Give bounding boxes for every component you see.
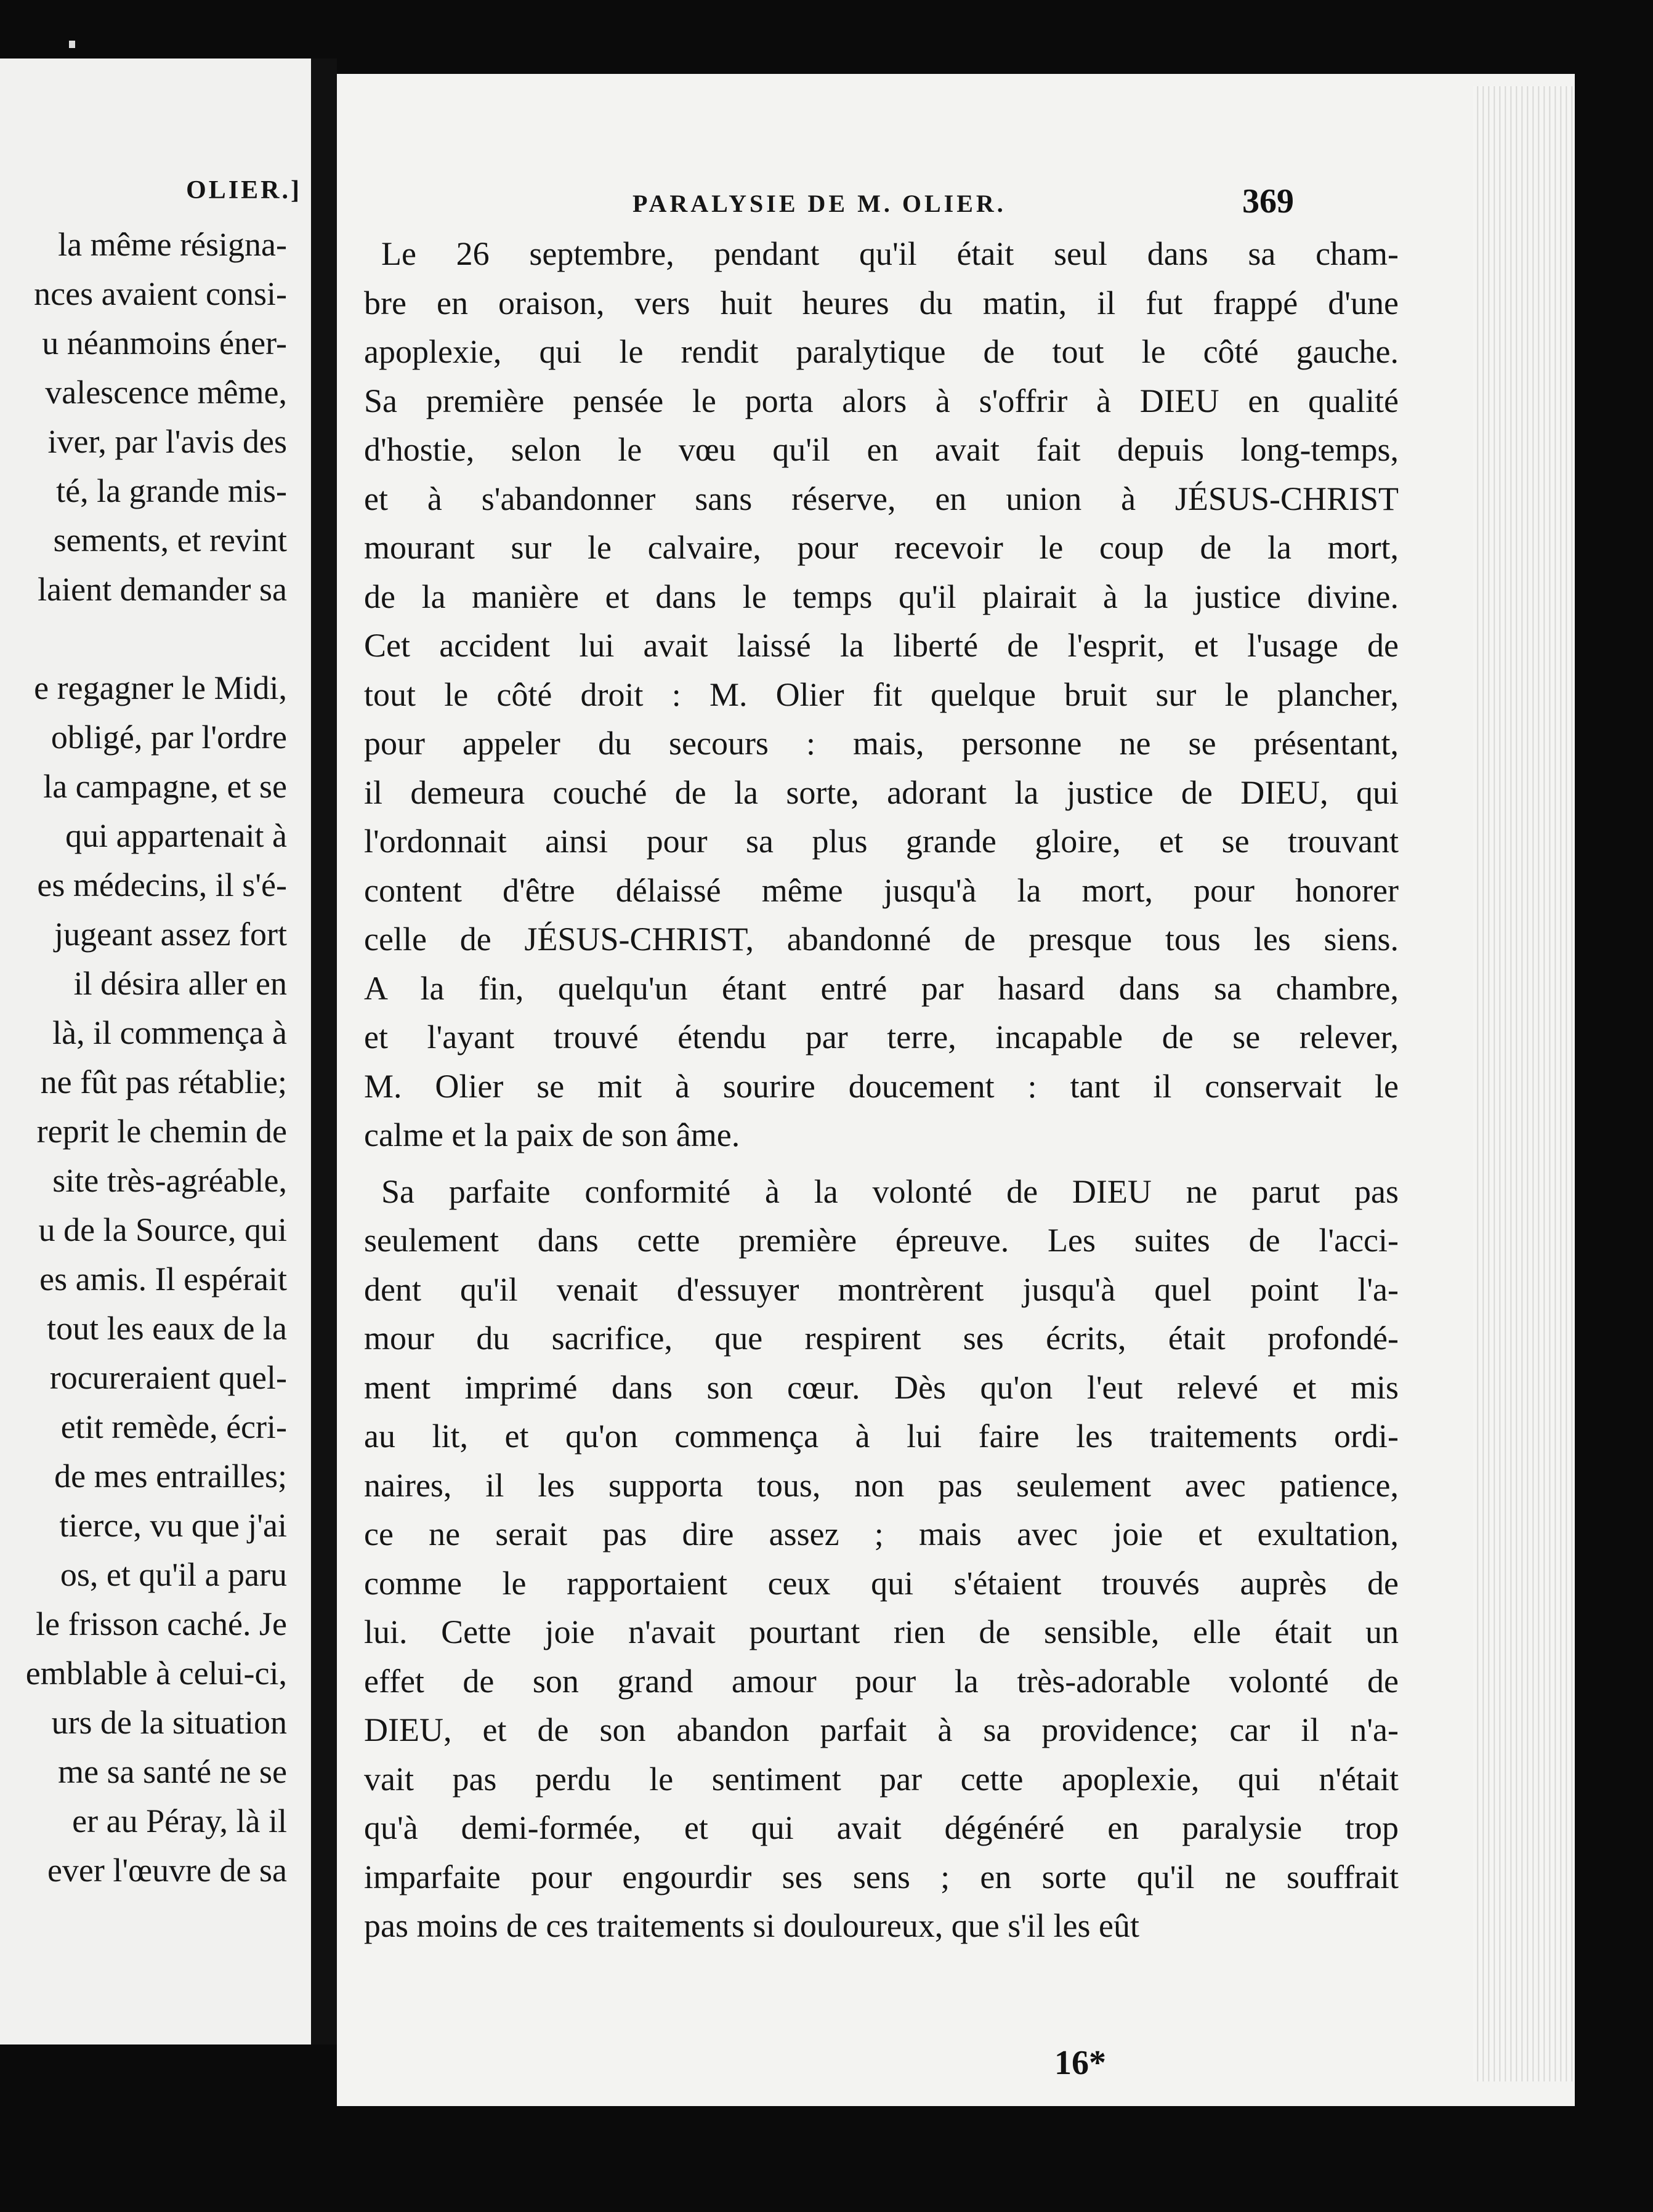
body-text-line: Le 26 septembre, pendant qu'il était seul dans sa cham- — [381, 235, 1399, 272]
left-text-line: laient demander sa — [38, 571, 287, 608]
body-text-line: A la fin, quelqu'un étant entré par hasard dans sa chambre, — [364, 969, 1399, 1007]
body-text-line: pas moins de ces traitements si douloureux, que s'il les eût — [364, 1907, 1139, 1944]
left-text-line: il désira aller en — [73, 965, 287, 1002]
left-text-line: e regagner le Midi, — [34, 669, 287, 706]
body-text — [364, 230, 1399, 1951]
body-text-line: lui. Cette joie n'avait pourtant rien de sensible, elle était un — [364, 1613, 1399, 1650]
body-text-line: Sa première pensée le porta alors à s'offrir à DIEU en qualité — [364, 382, 1399, 419]
body-text-line: mourant sur le calvaire, pour recevoir le coup de la mort, — [364, 529, 1399, 566]
left-page — [0, 59, 311, 2044]
left-text-line: jugeant assez fort — [54, 916, 287, 953]
left-running-head: OLIER.] — [186, 176, 302, 204]
left-text-line — [0, 614, 287, 663]
body-text-line: d'hostie, selon le vœu qu'il en avait fait depuis long-temps, — [364, 431, 1399, 468]
body-text-line: de la manière et dans le temps qu'il plairait à la justice divine. — [364, 578, 1399, 615]
body-text-line: comme le rapportaient ceux qui s'étaient trouvés auprès de — [364, 1564, 1399, 1602]
left-text-line: emblable à celui-ci, — [25, 1655, 287, 1692]
body-text-line: pour appeler du secours : mais, personne ne se présentant, — [364, 725, 1399, 762]
body-text-line: bre en oraison, vers huit heures du matin, il fut frappé d'une — [364, 284, 1399, 321]
body-text-line: Sa parfaite conformité à la volonté de DIEU ne parut pas — [381, 1173, 1399, 1210]
left-text-line: urs de la situation — [51, 1704, 287, 1741]
body-text-line: et à s'abandonner sans réserve, en union à JÉSUS-CHRIST — [364, 480, 1399, 517]
body-text-line: content d'être délaissé même jusqu'à la mort, pour honorer — [364, 871, 1399, 909]
left-text-line: u de la Source, qui — [38, 1211, 287, 1248]
body-text-line: calme et la paix de son âme. — [364, 1116, 740, 1153]
body-text-line: il demeura couché de la sorte, adorant la justice de DIEU, qui — [364, 773, 1399, 811]
body-text-line: au lit, et qu'on commença à lui faire les traitements ordi- — [364, 1418, 1399, 1455]
left-text-line: etit remède, écri- — [60, 1408, 287, 1445]
signature-mark: 16* — [1054, 2044, 1106, 2082]
left-text-block — [0, 220, 287, 1895]
body-text-line: effet de son grand amour pour la très-adorable volonté de — [364, 1662, 1399, 1700]
body-text-line: DIEU, et de son abandon parfait à sa providence; car il n'a- — [364, 1711, 1399, 1748]
scan-speck — [69, 41, 75, 48]
left-text-line: es amis. Il espérait — [39, 1261, 287, 1298]
left-text-line: ne fût pas rétablie; — [40, 1064, 287, 1100]
body-text-line: naires, il les supporta tous, non pas seulement avec patience, — [364, 1466, 1399, 1504]
body-text-line: dent qu'il venait d'essuyer montrèrent jusqu'à quel point l'a- — [364, 1270, 1399, 1308]
left-text-line: rocureraient quel- — [49, 1359, 287, 1396]
body-text-line: apoplexie, qui le rendit paralytique de tout le côté gauche. — [364, 333, 1399, 370]
body-text-line: M. Olier se mit à sourire doucement : tant il conservait le — [364, 1067, 1399, 1105]
left-text-line: sements, et revint — [53, 522, 287, 559]
left-text-line: u néanmoins éner- — [42, 325, 287, 361]
left-text-line: tout les eaux de la — [47, 1310, 287, 1347]
left-text-line: qui appartenait à — [65, 817, 287, 854]
body-text-line: ce ne serait pas dire assez ; mais avec joie et exultation, — [364, 1516, 1399, 1552]
body-text-line: l'ordonnait ainsi pour sa plus grande gloire, et se trouvant — [364, 823, 1399, 860]
left-text-line: iver, par l'avis des — [47, 423, 287, 460]
book-gutter — [311, 59, 337, 2044]
left-text-line: valescence même, — [45, 374, 287, 411]
left-text-line: es médecins, il s'é- — [37, 866, 287, 903]
right-page — [337, 74, 1575, 2106]
left-text-line: tierce, vu que j'ai — [59, 1507, 287, 1544]
left-text-line: er au Péray, là il — [72, 1802, 287, 1839]
left-text-line: la même résigna- — [58, 226, 287, 263]
left-text-line: la campagne, et se — [43, 768, 287, 805]
body-text-line: mour du sacrifice, que respirent ses écrits, était profondé- — [364, 1320, 1399, 1357]
left-text-line: le frisson caché. Je — [36, 1605, 287, 1642]
left-text-line: site très-agréable, — [52, 1162, 287, 1199]
left-text-line: té, la grande mis- — [56, 472, 287, 509]
left-text-line: là, il commença à — [52, 1014, 287, 1051]
page-number: 369 — [1242, 182, 1294, 220]
body-text-line: ment imprimé dans son cœur. Dès qu'on l'eut relevé et mis — [364, 1368, 1399, 1406]
left-text-line: os, et qu'il a paru — [60, 1556, 287, 1593]
left-text-line: ever l'œuvre de sa — [47, 1852, 287, 1889]
body-text-line: vait pas perdu le sentiment par cette apoplexie, qui n'était — [364, 1760, 1399, 1798]
left-text-line: me sa santé ne se — [58, 1753, 287, 1790]
body-text-line: celle de JÉSUS-CHRIST, abandonné de presque tous les siens. — [364, 921, 1399, 958]
running-head: PARALYSIE DE M. OLIER. — [633, 190, 1006, 217]
left-text-line: reprit le chemin de — [36, 1113, 287, 1150]
left-text-line: de mes entrailles; — [54, 1458, 287, 1495]
body-text-line: et l'ayant trouvé étendu par terre, incapable de se relever, — [364, 1019, 1399, 1056]
body-text-line: qu'à demi-formée, et qui avait dégénéré en paralysie trop — [364, 1809, 1399, 1846]
body-text-line: tout le côté droit : M. Olier fit quelque bruit sur le plancher, — [364, 676, 1399, 713]
left-text-line: obligé, par l'ordre — [51, 719, 287, 756]
page-edges — [1473, 86, 1575, 2081]
body-text-line: imparfaite pour engourdir ses sens ; en sorte qu'il ne souffrait — [364, 1858, 1399, 1895]
body-text-line: Cet accident lui avait laissé la liberté de l'esprit, et l'usage de — [364, 627, 1399, 664]
left-text-line: nces avaient consi- — [34, 275, 287, 312]
body-text-line: seulement dans cette première épreuve. Les suites de l'acci- — [364, 1222, 1399, 1259]
